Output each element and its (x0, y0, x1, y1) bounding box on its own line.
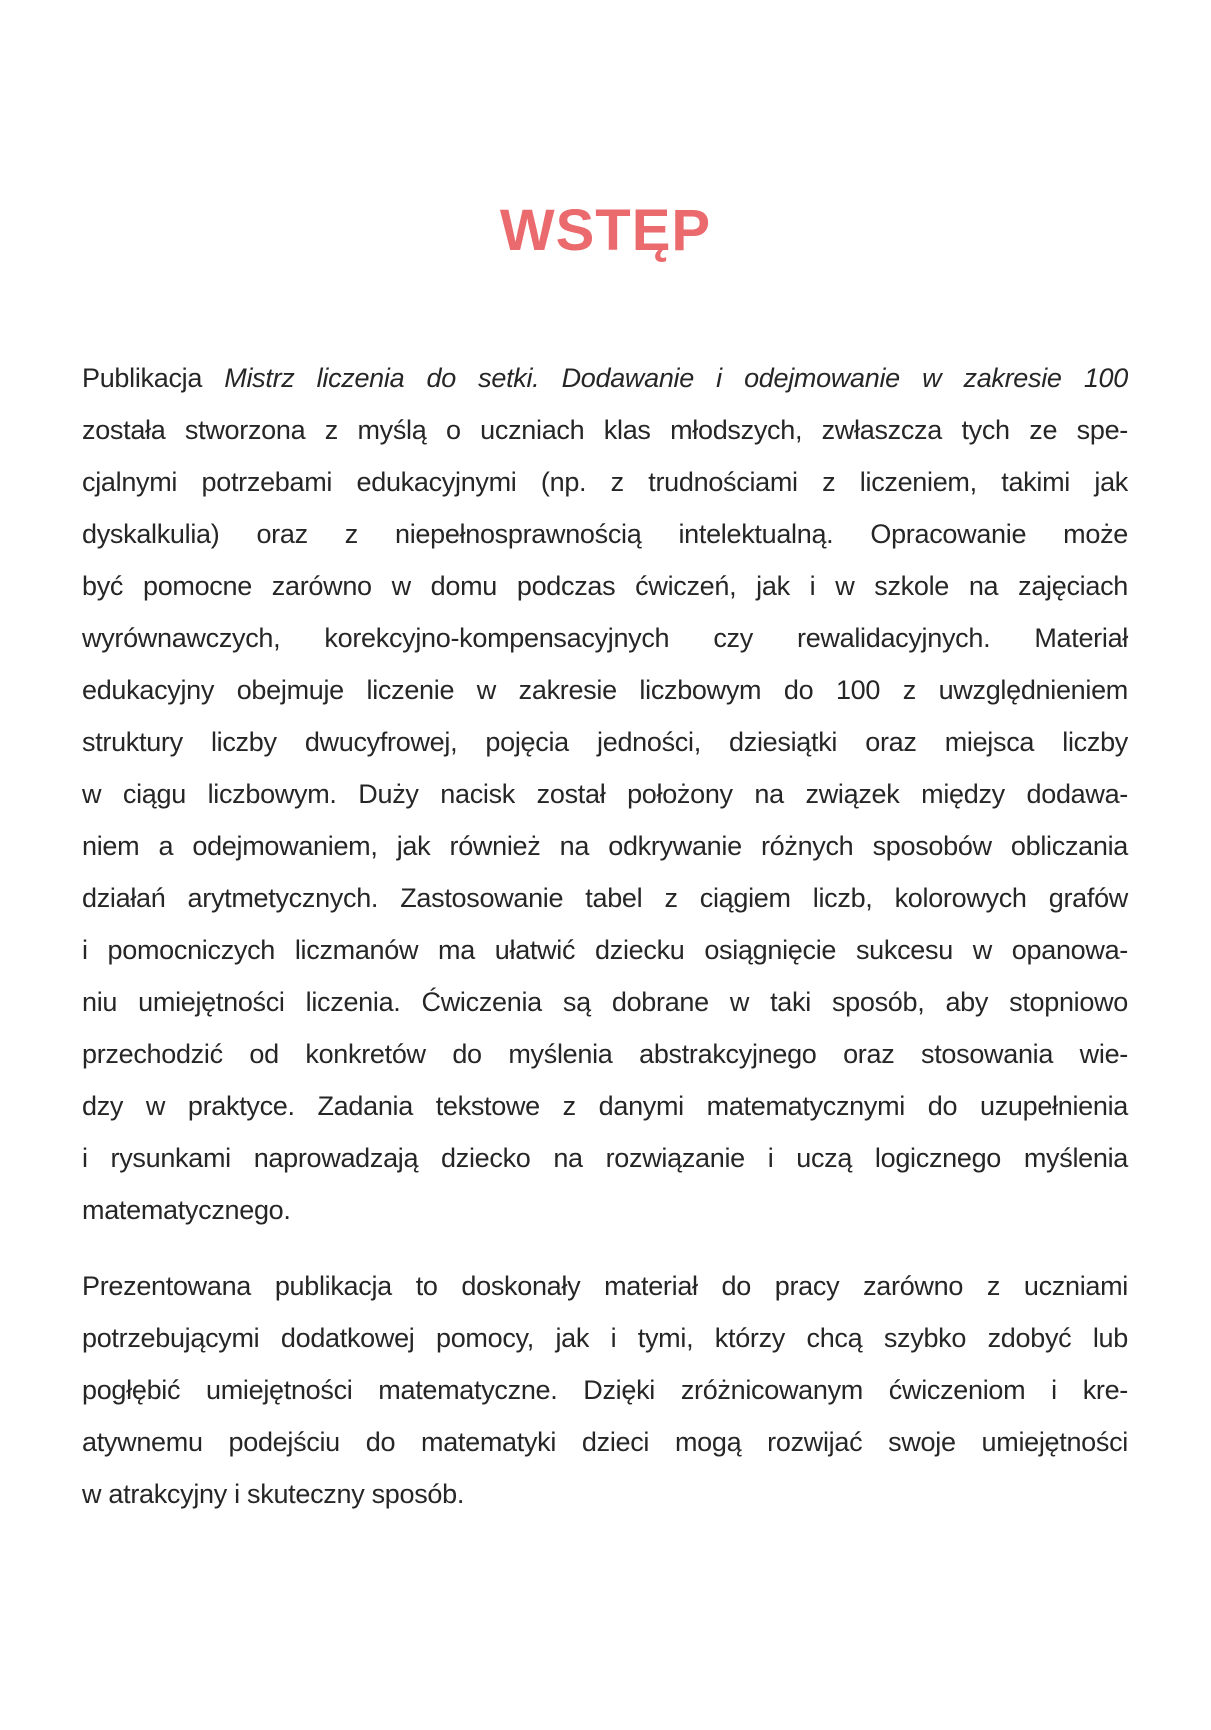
text-line (82, 612, 1128, 664)
text-line (82, 1312, 1128, 1364)
book-title-italic: Mistrz liczenia do setki. Dodawanie i odejmowanie w zakresie 100 (224, 363, 1128, 393)
text-line (82, 404, 1128, 456)
text-segment: dzy w praktyce. Zadania tekstowe z danymi matematycznymi do uzupełnienia (82, 1091, 1128, 1121)
paragraph (82, 352, 1128, 1236)
text-line (82, 1364, 1128, 1416)
text-segment: Prezentowana publikacja to doskonały materiał do pracy zarówno z uczniami (82, 1271, 1128, 1301)
text-segment: działań arytmetycznych. Zastosowanie tabel z ciągiem liczb, kolorowych grafów (82, 883, 1128, 913)
text-segment: być pomocne zarówno w domu podczas ćwiczeń, jak i w szkole na zajęciach (82, 571, 1128, 601)
text-line (82, 456, 1128, 508)
text-line (82, 664, 1128, 716)
text-segment: Publikacja (82, 363, 225, 393)
text-line (82, 1028, 1128, 1080)
intro-text (82, 352, 1128, 1544)
text-line (82, 1080, 1128, 1132)
text-segment: wyrównawczych, korekcyjno-kompensacyjnych czy rewalidacyjnych. Materiał (82, 623, 1128, 653)
text-line (82, 924, 1128, 976)
text-segment: i pomocniczych liczmanów ma ułatwić dziecku osiągnięcie sukcesu w opanowa- (82, 935, 1128, 965)
text-line (82, 768, 1128, 820)
text-line (82, 508, 1128, 560)
paragraph (82, 1260, 1128, 1520)
text-line (82, 560, 1128, 612)
text-segment: atywnemu podejściu do matematyki dzieci mogą rozwijać swoje umiejętności (82, 1427, 1128, 1457)
text-line (82, 1184, 1128, 1236)
text-segment: dyskalkulia) oraz z niepełnosprawnością intelektualną. Opracowanie może (82, 519, 1128, 549)
text-segment: edukacyjny obejmuje liczenie w zakresie liczbowym do 100 z uwzględnieniem (82, 675, 1128, 705)
text-segment: przechodzić od konkretów do myślenia abstrakcyjnego oraz stosowania wie- (82, 1039, 1128, 1069)
text-line (82, 352, 1128, 404)
text-segment: struktury liczby dwucyfrowej, pojęcia jedności, dziesiątki oraz miejsca liczby (82, 727, 1128, 757)
text-segment: została stworzona z myślą o uczniach klas młodszych, zwłaszcza tych ze spe- (82, 415, 1128, 445)
text-segment: pogłębić umiejętności matematyczne. Dzięki zróżnicowanym ćwiczeniom i kre- (82, 1375, 1128, 1405)
page-title: WSTĘP (499, 198, 712, 263)
text-segment: matematycznego. (82, 1195, 291, 1225)
text-line (82, 1132, 1128, 1184)
text-line (82, 1416, 1128, 1468)
text-segment: niu umiejętności liczenia. Ćwiczenia są dobrane w taki sposób, aby stopniowo (82, 987, 1128, 1017)
text-line (82, 1260, 1128, 1312)
text-line (82, 976, 1128, 1028)
text-segment: potrzebującymi dodatkowej pomocy, jak i tymi, którzy chcą szybko zdobyć lub (82, 1323, 1128, 1353)
text-line (82, 1468, 1128, 1520)
text-segment: w ciągu liczbowym. Duży nacisk został położony na związek między dodawa- (82, 779, 1128, 809)
text-segment: niem a odejmowaniem, jak również na odkrywanie różnych sposobów obliczania (82, 831, 1128, 861)
text-line (82, 716, 1128, 768)
text-segment: cjalnymi potrzebami edukacyjnymi (np. z trudnościami z liczeniem, takimi jak (82, 467, 1128, 497)
text-line (82, 820, 1128, 872)
text-segment: w atrakcyjny i skuteczny sposób. (82, 1479, 465, 1509)
text-segment: i rysunkami naprowadzają dziecko na rozwiązanie i uczą logicznego myślenia (82, 1143, 1128, 1173)
text-line (82, 872, 1128, 924)
